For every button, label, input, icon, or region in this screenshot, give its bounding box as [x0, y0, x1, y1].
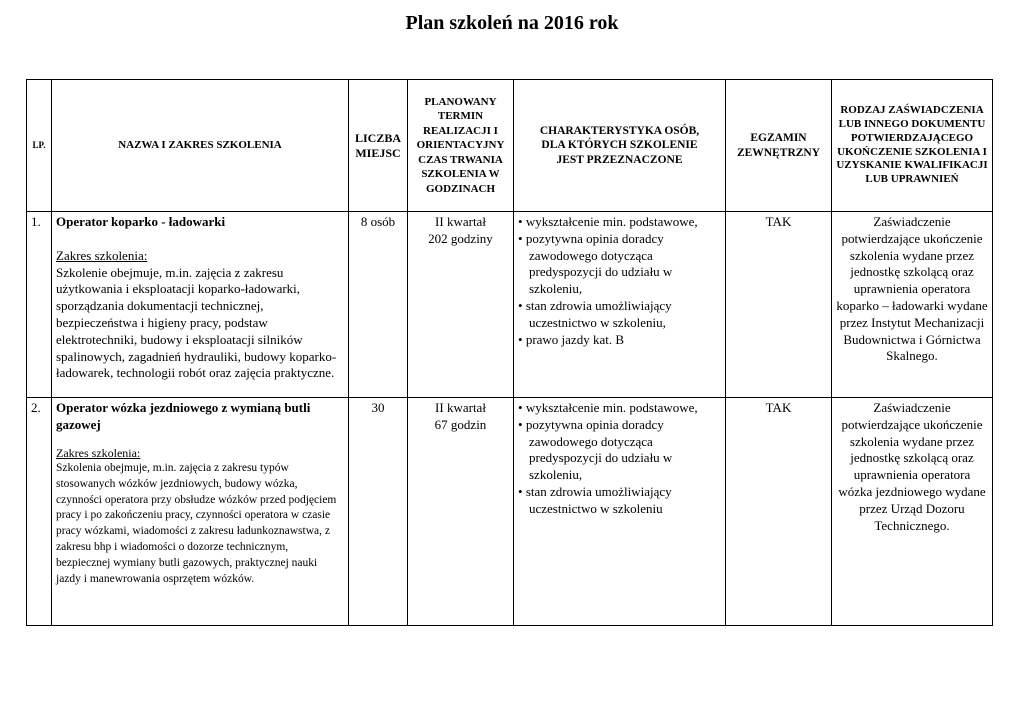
header-term: PLANOWANY TERMIN REALIZACJI I ORIENTACYJNY CZAS TRWANIA SZKOLENIA W GODZINACH [408, 80, 514, 212]
list-item: • wykształcenie min. podstawowe, [518, 214, 721, 231]
cell-certificate: Zaświadczenie potwierdzające ukończenie szkolenia wydane przez jednostkę szkolącą oraz uprawnienia operatora wózka jezdniowego wydane przez Urząd Dozoru Technicznego. [832, 398, 993, 626]
cell-certificate: Zaświadczenie potwierdzające ukończenie szkolenia wydane przez jednostkę szkolącą oraz uprawnienia operatora koparko – ładowarki wydane przez Instytut Mechanizacji Budownictwa i Górnictwa Skalnego. [832, 212, 993, 398]
header-characteristics: CHARAKTERYSTYKA OSÓB, DLA KTÓRYCH SZKOLENIE JEST PRZEZNACZONE [514, 80, 726, 212]
characteristics-list [518, 214, 721, 348]
list-item: • stan zdrowia umożliwiający uczestnictwo w szkoleniu [518, 484, 721, 518]
header-exam: EGZAMIN ZEWNĘTRZNY [726, 80, 832, 212]
characteristics-list [518, 400, 721, 518]
term-hours: 67 godzin [434, 416, 487, 432]
page-title: Plan szkoleń na 2016 rok [405, 12, 619, 34]
cell-places: 30 [349, 398, 408, 626]
term-quarter: II kwartał [435, 400, 486, 415]
cell-exam: TAK [726, 212, 832, 398]
cell-lp: 2. [27, 398, 52, 626]
training-name: Operator koparko - ładowarki [56, 214, 226, 229]
list-item: • pozytywna opinia doradcy zawodowego dotycząca predyspozycji do udziału w szkoleniu, [518, 417, 721, 484]
training-plan-table [26, 79, 993, 626]
list-item: • pozytywna opinia doradcy zawodowego dotycząca predyspozycji do udziału w szkoleniu, [518, 231, 721, 298]
cell-name [52, 398, 349, 626]
cell-lp: 1. [27, 212, 52, 398]
list-item: • wykształcenie min. podstawowe, [518, 400, 721, 417]
cell-characteristics [514, 212, 726, 398]
header-name: NAZWA I ZAKRES SZKOLENIA [52, 80, 349, 212]
header-row [27, 80, 993, 212]
term-quarter: II kwartał [435, 214, 486, 229]
training-name: Operator wózka jezdniowego z wymianą butli gazowej [56, 400, 311, 432]
cell-characteristics [514, 398, 726, 626]
header-certificate: RODZAJ ZAŚWIADCZENIA LUB INNEGO DOKUMENTU POTWIERDZAJĄCEGO UKOŃCZENIE SZKOLENIA I UZYSKANIE KWALIFIKACJI LUB UPRAWNIEŃ [832, 80, 993, 212]
cell-exam: TAK [726, 398, 832, 626]
list-item: • prawo jazdy kat. B [518, 332, 721, 349]
scope-label: Zakres szkolenia: [56, 445, 141, 460]
scope-label: Zakres szkolenia: [56, 247, 148, 263]
cell-term [408, 398, 514, 626]
cell-term [408, 212, 514, 398]
cell-name [52, 212, 349, 398]
list-item: • stan zdrowia umożliwiający uczestnictwo w szkoleniu, [518, 298, 721, 332]
table-row [27, 212, 993, 398]
header-lp: LP. [27, 80, 52, 212]
scope-text: Szkolenie obejmuje, m.in. zajęcia z zakresu użytkowania i eksploatacji koparko-ładowarki, sporządzania dokumentacji technicznej, bezpieczeństwa i higieny pracy, podstaw elektrotechniki, budowy i eksploatacji silników spalinowych, zagadnień hydrauliki, budowy koparko-ładowarek, technologii robót oraz zajęcia praktyczne. [56, 264, 337, 381]
scope-text: Szkolenia obejmuje, m.in. zajęcia z zakresu typów stosowanych wózków jezdniowych, budowy wózka, czynności operatora przy obsłudze wózków przed podjęciem pracy i po zakończeniu pracy, czynności operatora w czasie pracy wózkami, wiadomości z zakresu ładunkoznawstwa, z zakresu bhp i wiadomości o dozorze technicznym, bezpiecznej wymiany butli gazowych, praktycznej nauki jazdy i manewrowania osprzętem wózków. [56, 462, 337, 585]
table-row [27, 398, 993, 626]
cell-places: 8 osób [349, 212, 408, 398]
term-hours: 202 godziny [428, 230, 493, 246]
header-places: LICZBA MIEJSC [349, 80, 408, 212]
